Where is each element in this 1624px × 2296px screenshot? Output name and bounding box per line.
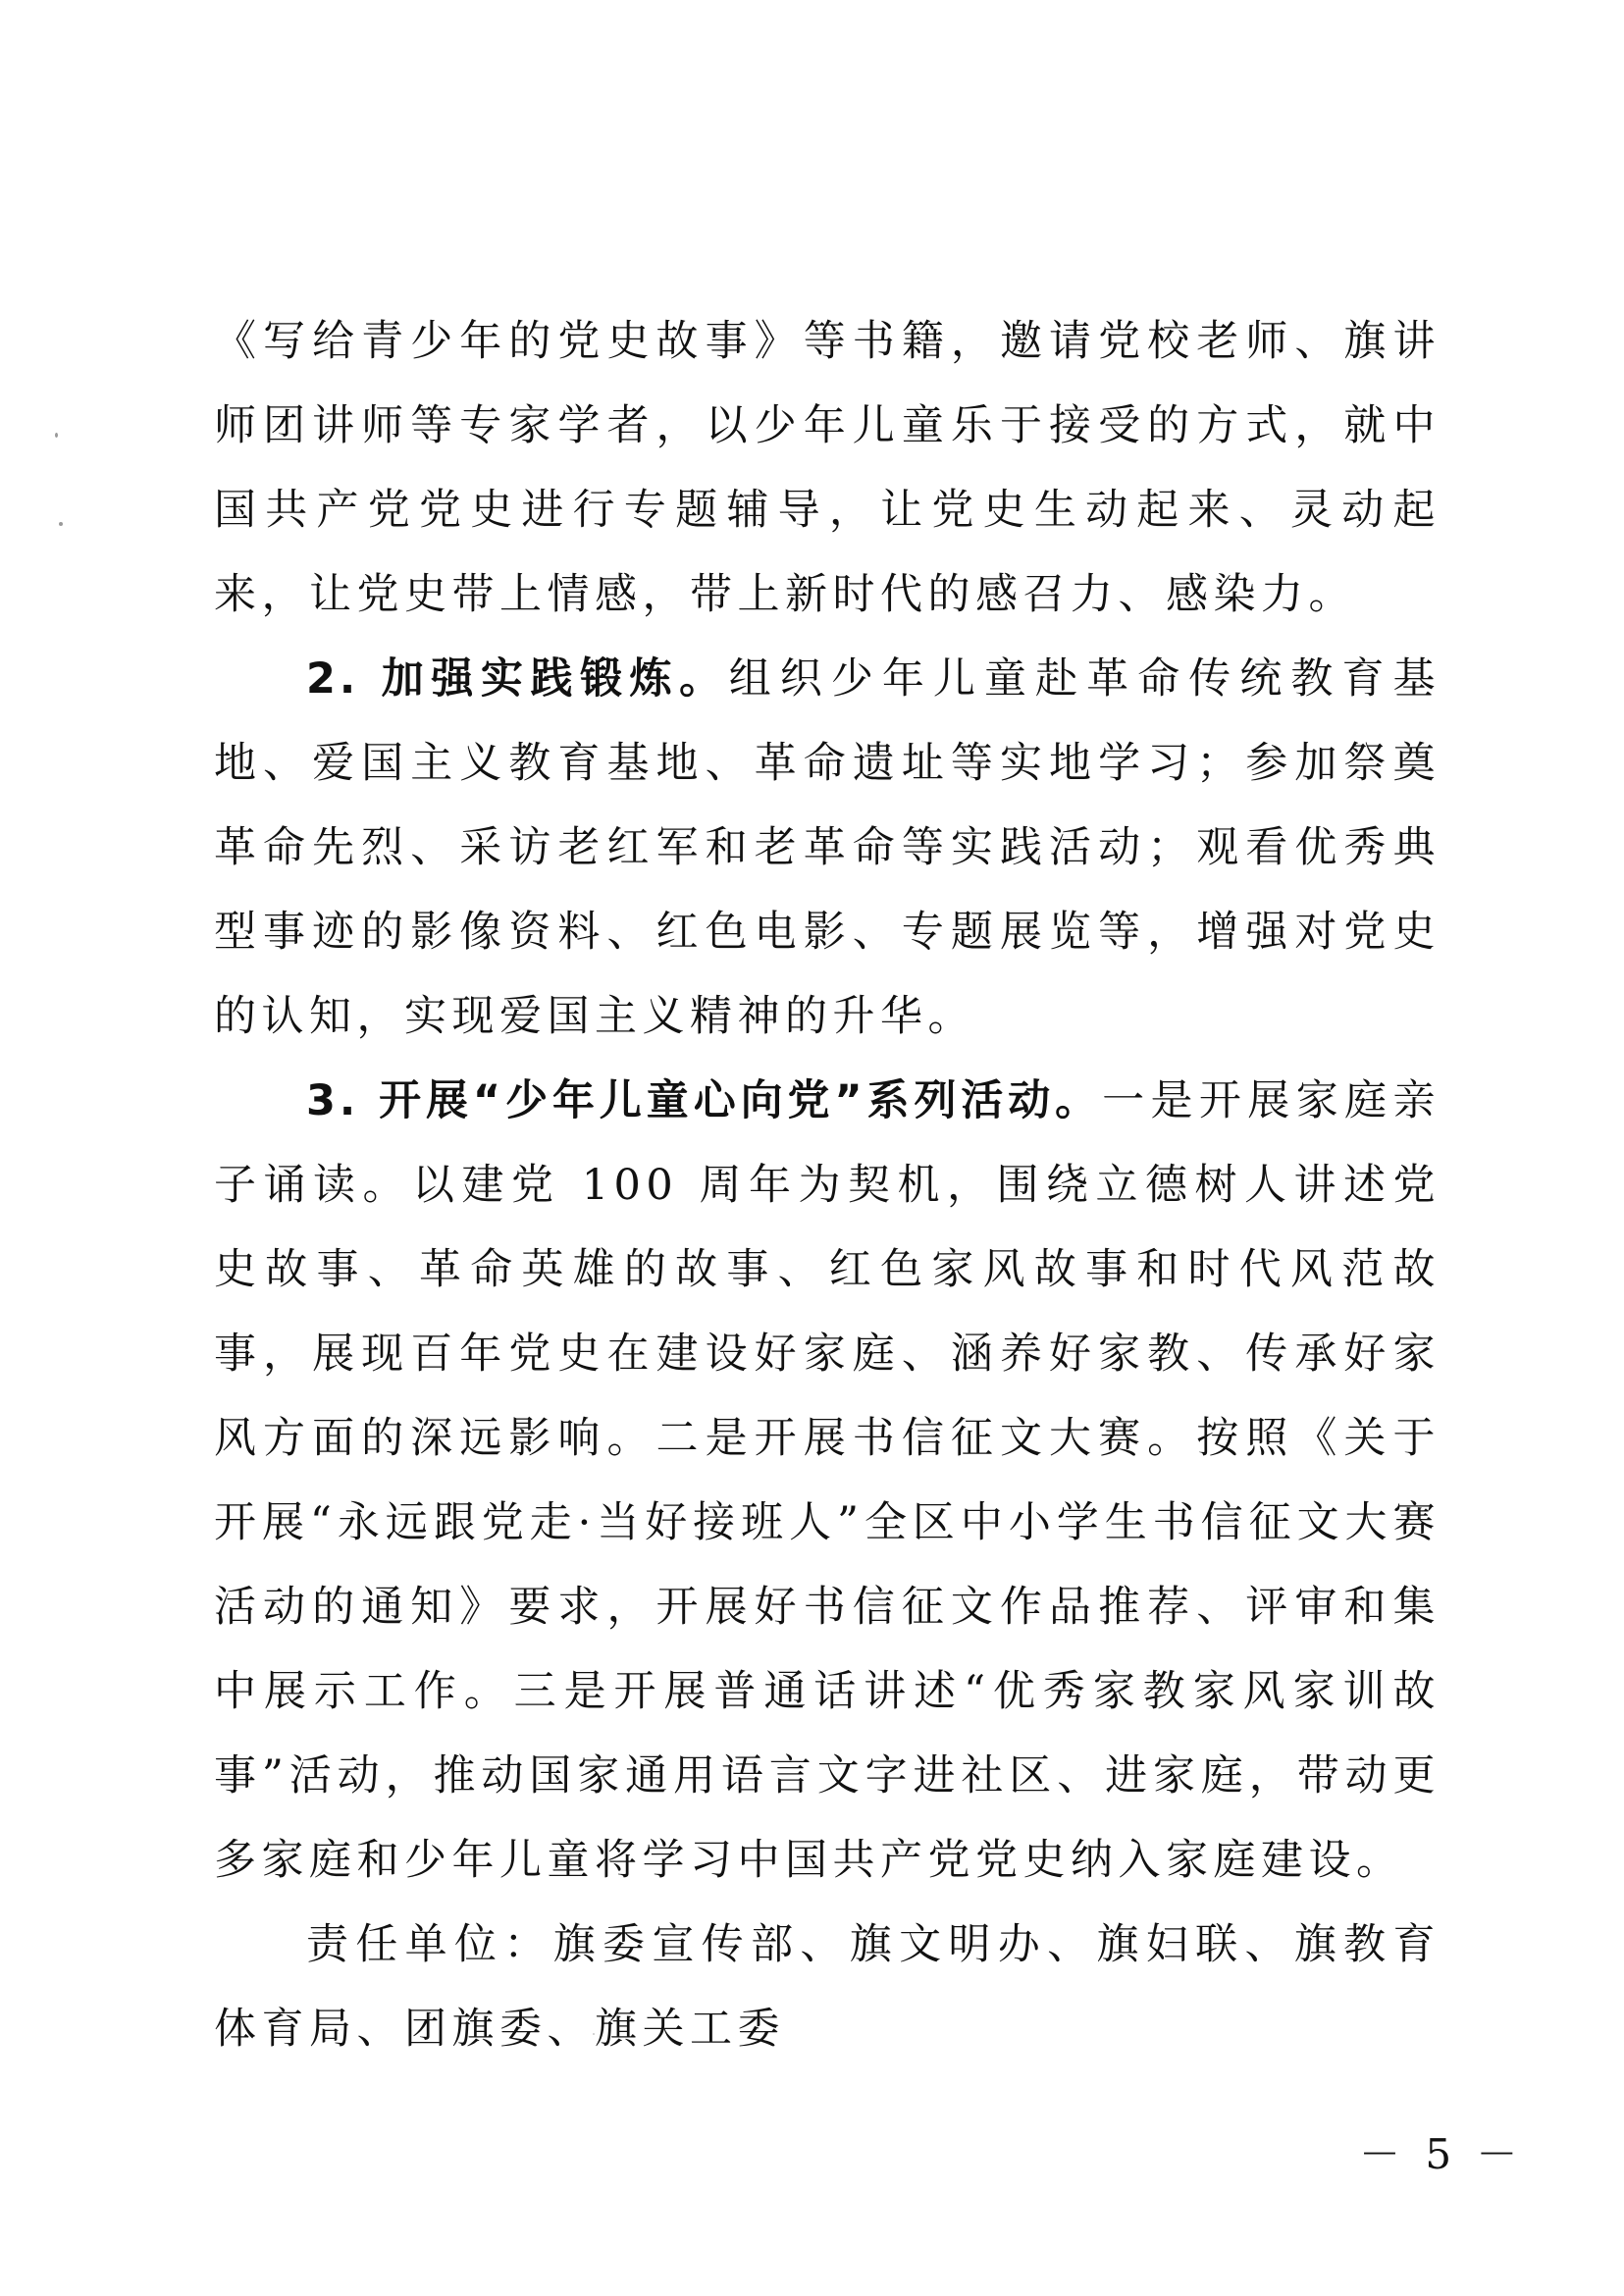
paragraph-text: 组织少年儿童赴革命传统教育基地、爱国主义教育基地、革命遗址等实地学习；参加祭奠革命先烈、采访老红军和老革命等实践活动；观看优秀典型事迹的影像资料、红色电影、专题展览等，增强对党史的认知，实现爱国主义精神的升华。: [214, 654, 1441, 1041]
scan-speck: [59, 522, 63, 526]
paragraph-practice: [214, 637, 1441, 1059]
scan-speck: [55, 433, 58, 438]
paragraph-heading: 3. 开展“少年儿童心向党”系列活动。: [306, 1076, 1103, 1125]
paragraph-heading: 2. 加强实践锻炼。: [306, 654, 729, 704]
paragraph-text: 一是开展家庭亲子诵读。以建党 100 周年为契机，围绕立德树人讲述党史故事、革命英雄的故事、红色家风故事和时代风范故事，展现百年党史在建设好家庭、涵养好家教、传承好家风方面的深远影响。二是开展书信征文大赛。按照《关于开展“永远跟党走·当好接班人”全区中小学生书信征文大赛活动的通知》要求，开展好书信征文作品推荐、评审和集中展示工作。三是开展普通话讲述“优秀家教家风家训故事”活动，推动国家通用语言文字进社区、进家庭，带动更多家庭和少年儿童将学习中国共产党党史纳入家庭建设。: [214, 1076, 1441, 1885]
paragraph-responsible-units: [214, 1903, 1441, 2071]
document-body: [214, 299, 1441, 2071]
paragraph-activities: [214, 1059, 1441, 1903]
paragraph-text: 《写给青少年的党史故事》等书籍，邀请党校老师、旗讲师团讲师等专家学者，以少年儿童乐于接受的方式，就中国共产党党史进行专题辅导，让党史生动起来、灵动起来，让党史带上情感，带上新时代的感召力、感染力。: [214, 317, 1441, 619]
paragraph-text: 责任单位：旗委宣传部、旗文明办、旗妇联、旗教育体育局、团旗委、旗关工委: [214, 1920, 1441, 2054]
page-number: － 5 －: [1359, 2130, 1524, 2178]
paragraph-continued: [214, 299, 1441, 637]
